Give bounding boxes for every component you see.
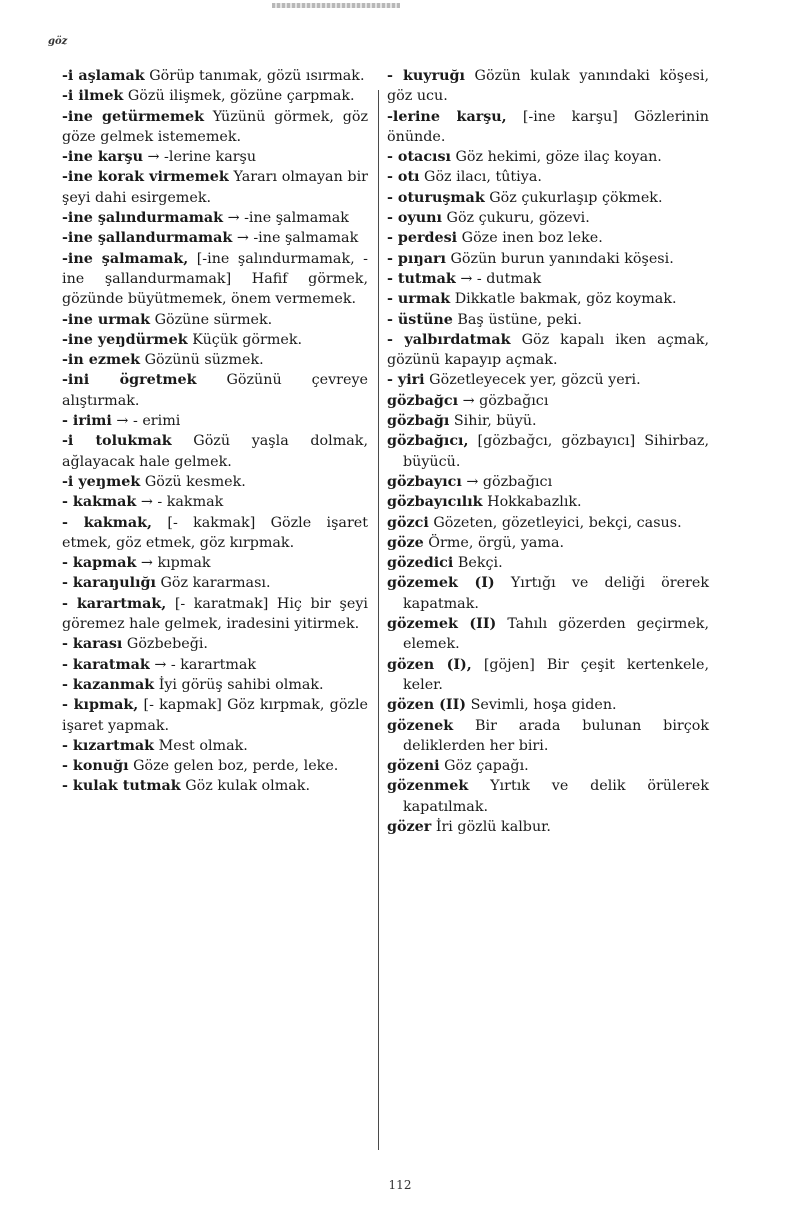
dictionary-entry	[387, 573, 709, 614]
dictionary-entry	[62, 86, 368, 106]
dictionary-entry	[387, 756, 709, 776]
right-column	[387, 66, 709, 837]
entry-definition: Gözü ilişmek, gözüne çarpmak.	[127, 88, 355, 105]
entry-definition: Gözüne sürmek.	[154, 311, 273, 328]
dictionary-entry	[62, 370, 368, 411]
entry-headword: - kıpmak,	[62, 697, 139, 714]
dictionary-entry	[387, 147, 709, 167]
dictionary-entry	[387, 370, 709, 390]
dictionary-entry	[62, 573, 368, 593]
entry-headword: gözedici	[387, 555, 454, 572]
dictionary-entry	[62, 208, 368, 228]
entry-headword: gözen (II)	[387, 697, 467, 714]
entry-definition: [gözbağcı, gözbayıcı] Sihirbaz, büyücü.	[403, 433, 710, 470]
dictionary-entry	[387, 533, 709, 553]
entry-definition: Göze gelen boz, perde, leke.	[133, 758, 339, 775]
entry-definition: Gözünü süzmek.	[144, 352, 264, 369]
entry-headword: gözen (I),	[387, 656, 472, 673]
entry-headword: gözci	[387, 514, 429, 531]
entry-definition: → -ine şalmamak	[236, 230, 359, 247]
entry-definition: Örme, örgü, yama.	[428, 534, 565, 551]
dictionary-entry	[62, 228, 368, 248]
entry-headword: - perdesi	[387, 230, 458, 247]
entry-definition: Göze inen boz leke.	[461, 230, 603, 247]
entry-headword: - urmak	[387, 291, 451, 308]
entry-headword: -i aşlamak	[62, 68, 145, 84]
dictionary-entry	[62, 513, 368, 554]
entry-definition: Göz çukurlaşıp çökmek.	[489, 189, 663, 206]
entry-definition: [göjen] Bir çeşit kertenkele, keler.	[403, 656, 710, 693]
entry-definition: Mest olmak.	[158, 737, 248, 754]
entry-definition: [-ine karşu] Gözlerinin önünde.	[387, 108, 709, 145]
dictionary-entry	[62, 675, 368, 695]
dictionary-entry	[62, 776, 368, 796]
entry-headword: - kızartmak	[62, 737, 155, 754]
entry-headword: - karatmak	[62, 656, 150, 673]
dictionary-entry	[387, 431, 709, 472]
scan-top-mark	[272, 3, 400, 8]
entry-headword: - karası	[62, 636, 123, 653]
entry-headword: gözbağı	[387, 413, 450, 430]
entry-headword: gözemek (I)	[387, 575, 495, 592]
entry-definition: [-ine şalındurmamak, -ine şallandurmamak] Hafif görmek, gözünde büyütmemek, önem vermemek.	[62, 250, 369, 308]
dictionary-entry	[387, 716, 709, 757]
dictionary-entry	[387, 269, 709, 289]
entry-headword: - üstüne	[387, 311, 453, 328]
dictionary-entry	[387, 513, 709, 533]
dictionary-entry	[62, 472, 368, 492]
dictionary-entry	[387, 310, 709, 330]
entry-definition: [- kakmak] Gözle işaret etmek, göz etmek, göz kırpmak.	[62, 514, 368, 551]
dictionary-entry	[62, 249, 368, 310]
dictionary-entry	[62, 553, 368, 573]
entry-definition: → -lerine karşu	[147, 149, 257, 166]
dictionary-entry	[62, 66, 368, 86]
dictionary-entry	[387, 776, 709, 817]
entry-definition: → - dutmak	[460, 270, 542, 287]
dictionary-entry	[62, 310, 368, 330]
entry-headword: gözenmek	[387, 778, 469, 795]
entry-definition: Göz kapalı iken açmak, gözünü kapayıp açmak.	[387, 331, 709, 369]
dictionary-entry	[62, 594, 368, 635]
dictionary-entry	[387, 614, 709, 655]
dictionary-entry	[387, 492, 709, 512]
dictionary-entry	[62, 147, 368, 167]
entry-definition: Gözü kesmek.	[144, 473, 246, 490]
dictionary-entry	[387, 553, 709, 573]
entry-headword: - karaŋulığı	[62, 575, 156, 592]
entry-headword: - kakmak	[62, 494, 137, 511]
entry-definition: Gözü yaşla dolmak, ağlayacak hale gelmek.	[62, 433, 369, 470]
entry-definition: Sihir, büyü.	[453, 413, 537, 430]
entry-headword: -i yeŋmek	[62, 473, 141, 490]
entry-headword: gözenek	[387, 717, 454, 734]
entry-headword: - karartmak,	[62, 595, 167, 612]
entry-headword: - oyunı	[387, 210, 442, 227]
dictionary-entry	[387, 107, 709, 148]
dictionary-entry	[62, 655, 368, 675]
entry-headword: -i tolukmak	[62, 433, 172, 450]
dictionary-entry	[387, 817, 709, 837]
entry-definition: → - erimi	[116, 413, 181, 430]
entry-definition: İri gözlü kalbur.	[435, 818, 551, 835]
entry-headword: -ine şalındurmamak	[62, 210, 224, 227]
dictionary-entry	[62, 492, 368, 512]
dictionary-entry	[62, 350, 368, 370]
dictionary-entry	[387, 66, 709, 107]
entry-headword: - oturuşmak	[387, 189, 485, 206]
entry-headword: - konuğı	[62, 758, 129, 775]
entry-headword: -ine korak virmemek	[62, 169, 229, 186]
entry-headword: - kakmak,	[62, 514, 153, 531]
entry-headword: - kuyruğı	[387, 68, 465, 84]
entry-definition: Gözünü çevreye alıştırmak.	[62, 372, 368, 409]
entry-headword: - otı	[387, 169, 420, 186]
entry-headword: - kazanmak	[62, 676, 155, 693]
entry-headword: -ine karşu	[62, 149, 143, 166]
entry-headword: - pıŋarı	[387, 250, 446, 267]
entry-headword: - yalbırdatmak	[387, 331, 511, 348]
dictionary-entry	[387, 249, 709, 269]
entry-definition: Bekçi.	[457, 555, 503, 572]
dictionary-entry	[62, 107, 368, 148]
entry-definition: Göz ilacı, tûtiya.	[424, 169, 542, 186]
entry-definition: İyi görüş sahibi olmak.	[158, 676, 324, 693]
entry-definition: Yırtığı ve deliği örerek kapatmak.	[403, 575, 709, 612]
entry-headword: - otacısı	[387, 149, 451, 166]
dictionary-entry	[387, 472, 709, 492]
entry-definition: Göz çukuru, gözevi.	[446, 210, 590, 227]
dictionary-entry	[387, 330, 709, 371]
entry-definition: Görüp tanımak, gözü ısırmak.	[149, 68, 365, 84]
dictionary-entry	[387, 188, 709, 208]
entry-definition: Göz çapağı.	[444, 758, 529, 775]
entry-definition: Bir arada bulunan birçok deliklerden her biri.	[403, 717, 710, 754]
entry-definition: Küçük görmek.	[192, 331, 303, 348]
entry-definition: Gözeten, gözetleyici, bekçi, casus.	[433, 514, 682, 531]
entry-headword: -ine şalmamak,	[62, 250, 189, 267]
entry-headword: - kulak tutmak	[62, 778, 181, 795]
entry-headword: -ini ögretmek	[62, 372, 197, 389]
entry-headword: gözbağcı	[387, 392, 459, 409]
dictionary-entry	[62, 756, 368, 776]
dictionary-entry	[387, 167, 709, 187]
entry-headword: gözbayıcılık	[387, 494, 483, 511]
entry-definition: Göz hekimi, göze ilaç koyan.	[455, 149, 662, 166]
entry-headword: -i ilmek	[62, 88, 124, 105]
entry-headword: - tutmak	[387, 270, 456, 287]
entry-definition: Gözün kulak yanındaki köşesi, göz ucu.	[387, 68, 709, 105]
entry-headword: gözbayıcı	[387, 473, 462, 490]
entry-definition: → gözbağıcı	[466, 473, 553, 490]
entry-definition: → - karartmak	[154, 656, 257, 673]
page-number: 112	[388, 1178, 412, 1192]
entry-definition: [- kapmak] Göz kırpmak, gözle işaret yapmak.	[62, 697, 368, 734]
dictionary-entry	[62, 411, 368, 431]
entry-definition: Yararı olmayan bir şeyi dahi esirgemek.	[62, 169, 368, 206]
entry-headword: gözeni	[387, 758, 440, 775]
entry-definition: Baş üstüne, peki.	[457, 311, 582, 328]
dictionary-entry	[62, 431, 368, 472]
dictionary-entry	[387, 391, 709, 411]
entry-definition: Gözbebeği.	[126, 636, 208, 653]
dictionary-entry	[387, 208, 709, 228]
dictionary-entry	[387, 655, 709, 696]
entry-headword: gözer	[387, 818, 432, 835]
entry-definition: → gözbağıcı	[462, 392, 549, 409]
entry-headword: - kapmak	[62, 555, 137, 572]
left-column	[62, 66, 368, 797]
entry-definition: Göz kararması.	[160, 575, 271, 592]
entry-headword: gözbağıcı,	[387, 433, 469, 450]
dictionary-entry	[387, 289, 709, 309]
entry-definition: → - kakmak	[140, 494, 224, 511]
dictionary-entry	[62, 634, 368, 654]
entry-definition: Tahılı gözerden geçirmek, elemek.	[403, 616, 709, 653]
entry-headword: göze	[387, 534, 424, 551]
dictionary-entry	[62, 695, 368, 736]
dictionary-entry	[62, 736, 368, 756]
guide-word: göz	[48, 36, 68, 47]
entry-definition: Gözün burun yanındaki köşesi.	[450, 250, 674, 267]
dictionary-entry	[387, 411, 709, 431]
entry-definition: Dikkatle bakmak, göz koymak.	[454, 291, 677, 308]
entry-headword: - yiri	[387, 372, 425, 389]
dictionary-entry	[62, 167, 368, 208]
entry-definition: → kıpmak	[140, 555, 211, 572]
entry-definition: Hokkabazlık.	[487, 494, 582, 511]
entry-headword: -ine getürmemek	[62, 108, 205, 125]
entry-headword: -ine yeŋdürmek	[62, 331, 188, 348]
entry-definition: Yırtık ve delik örülerek kapatılmak.	[403, 778, 710, 815]
entry-definition: Gözetleyecek yer, gözcü yeri.	[429, 372, 641, 389]
entry-definition: [- karatmak] Hiç bir şeyi göremez hale gelmek, iradesini yitirmek.	[62, 595, 368, 633]
entry-definition: Göz kulak olmak.	[185, 778, 310, 795]
entry-headword: -ine urmak	[62, 311, 151, 328]
entry-headword: -lerine karşu,	[387, 108, 507, 125]
entry-definition: Sevimli, hoşa giden.	[470, 697, 617, 714]
entry-headword: - irimi	[62, 413, 112, 430]
entry-definition: → -ine şalmamak	[227, 210, 349, 227]
dictionary-entry	[387, 228, 709, 248]
dictionary-entry	[62, 330, 368, 350]
column-divider	[378, 90, 379, 1150]
entry-headword: -in ezmek	[62, 352, 141, 369]
entry-headword: gözemek (II)	[387, 616, 497, 633]
dictionary-entry	[387, 695, 709, 715]
entry-headword: -ine şallandurmamak	[62, 230, 233, 247]
entry-definition: Yüzünü görmek, göz göze gelmek istememek.	[62, 108, 368, 145]
